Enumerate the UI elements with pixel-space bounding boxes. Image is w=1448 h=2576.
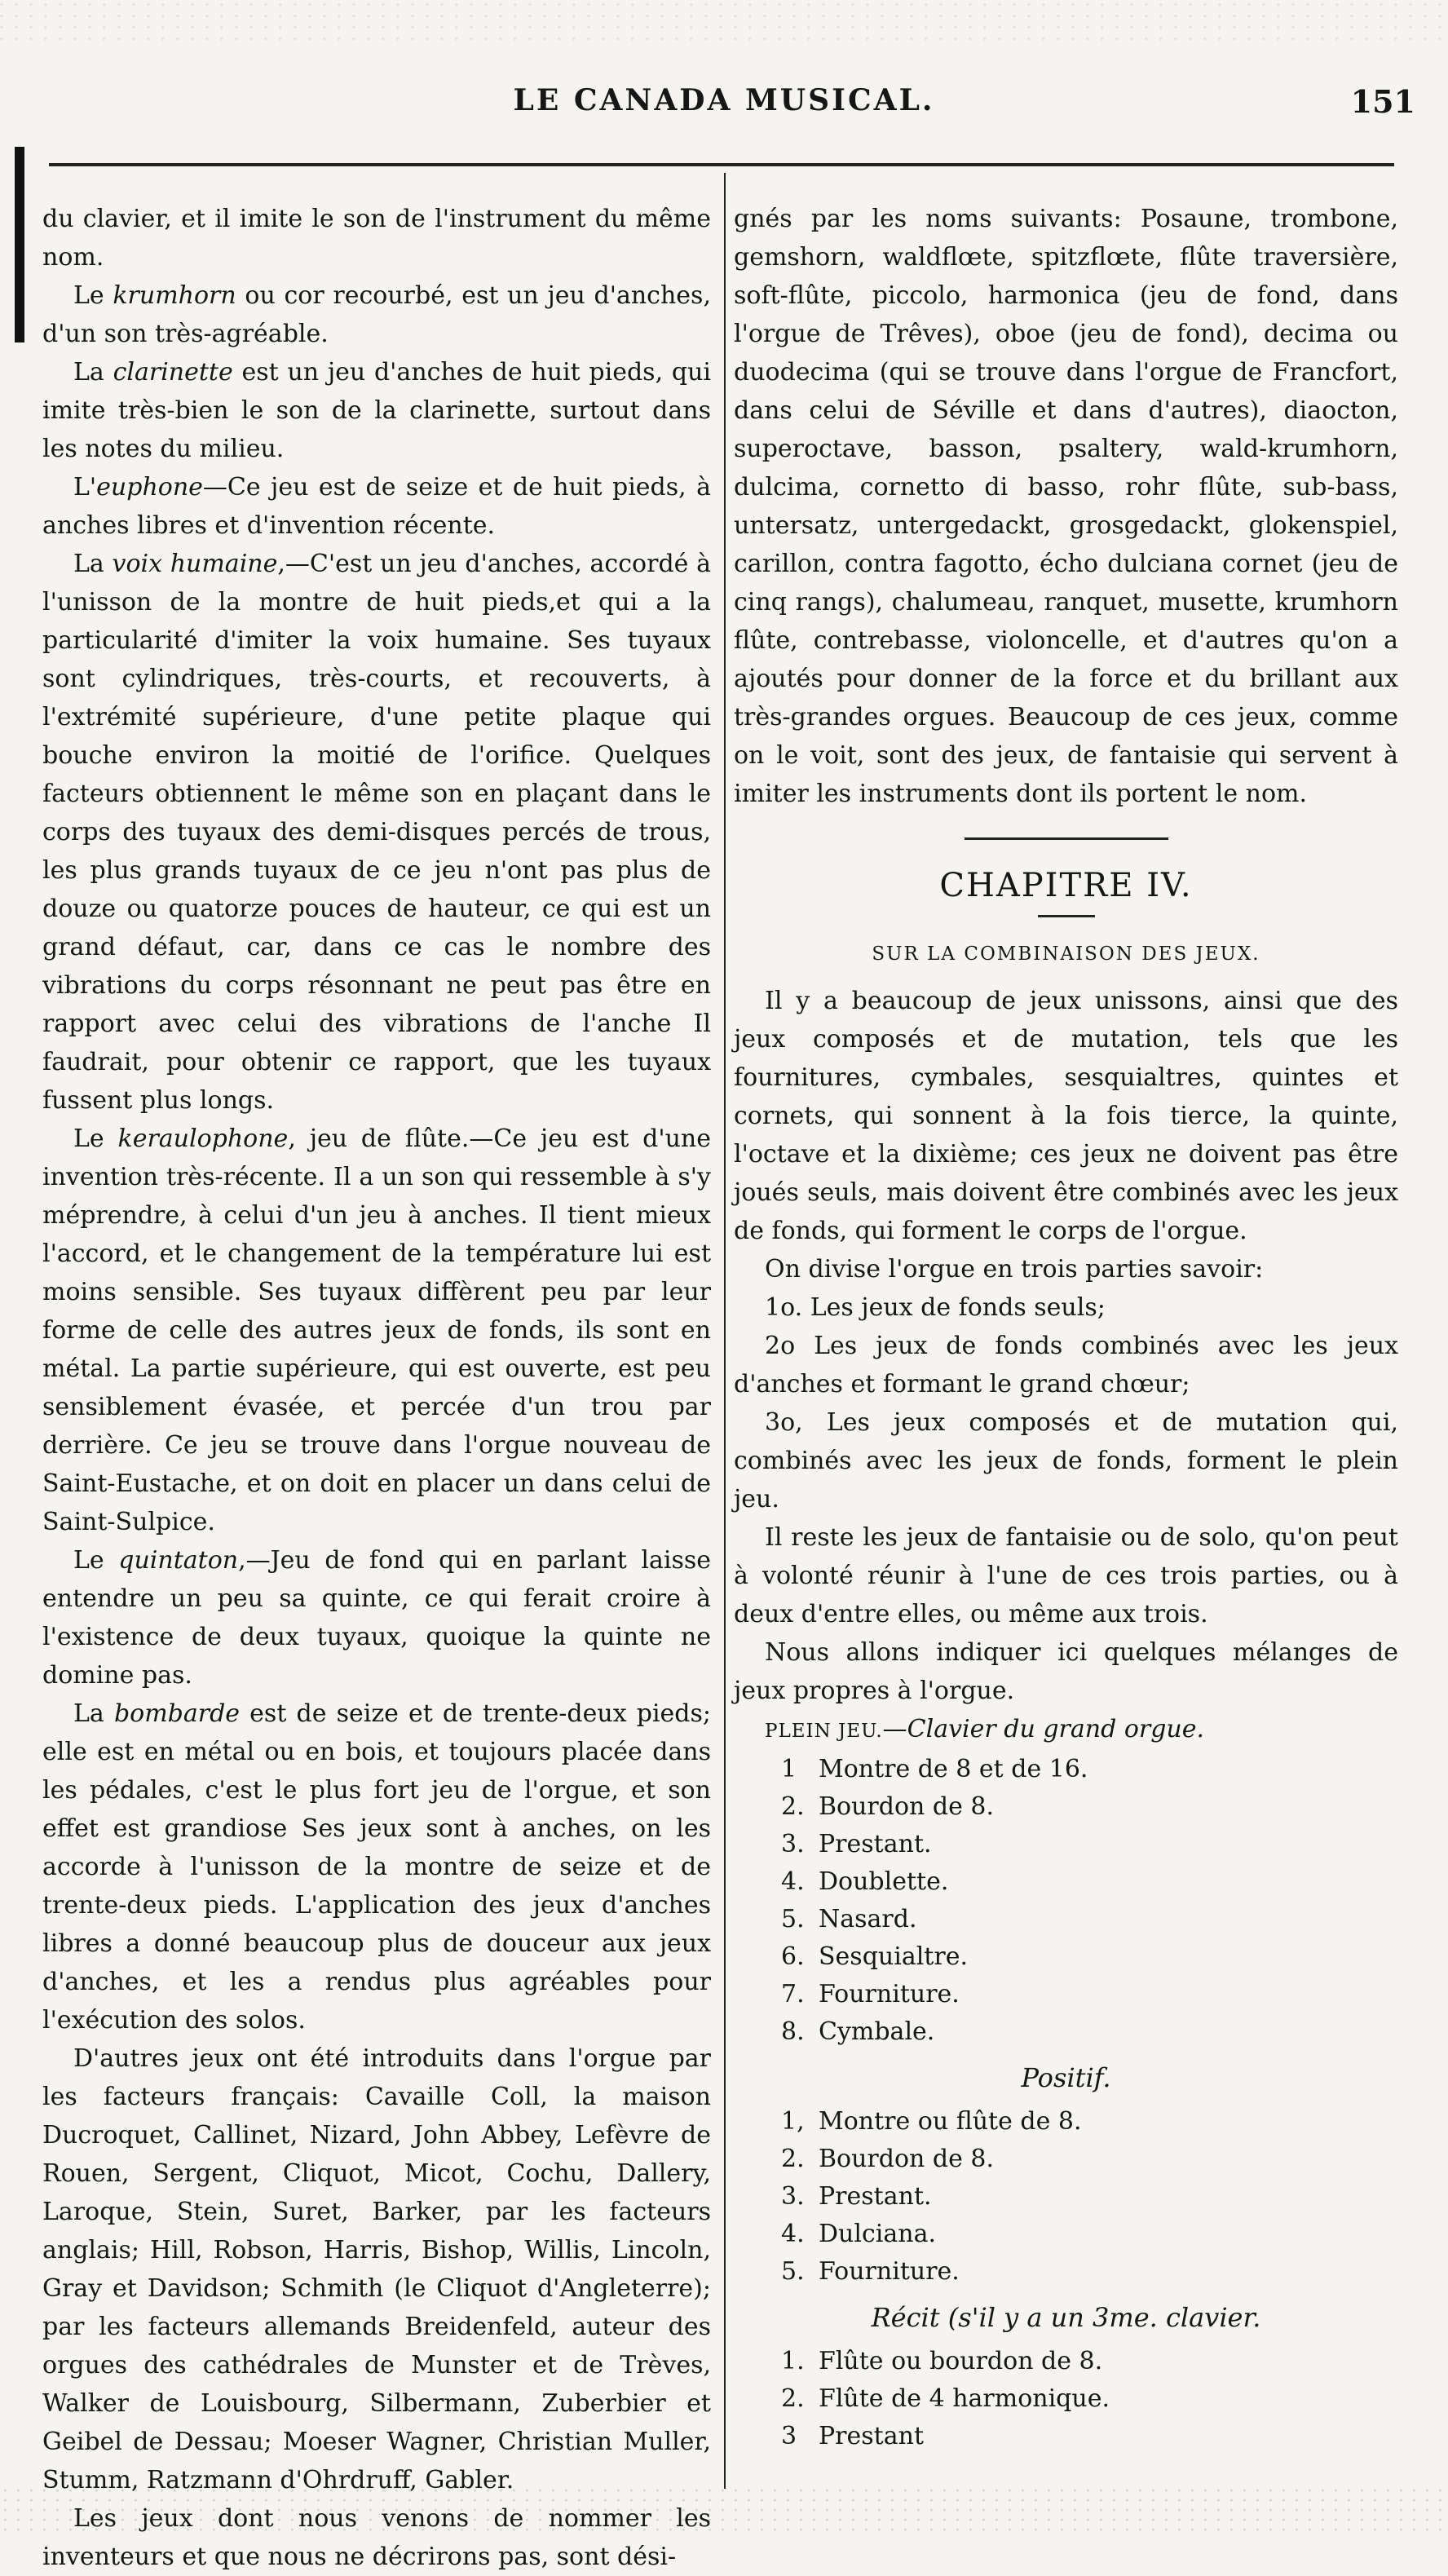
item-text: Doublette. [819, 1867, 949, 1896]
page-header [0, 83, 1448, 140]
organ-stop-item [781, 1938, 1398, 1976]
chapter-body [734, 982, 1398, 1710]
left-paragraph: La clarinette est un jeu d'anches de huit pieds, qui imite très-bien le son de la clarinette, surtout dans les notes du milieu. [42, 358, 711, 463]
left-paragraph: Les jeux dont nous venons de nommer les inventeurs et que nous ne décrirons pas, sont dési- [42, 2504, 711, 2571]
item-number: 1 [781, 1755, 797, 1783]
item-number: 2. [781, 2145, 805, 2173]
chapter-subtitle: SUR LA COMBINAISON DES JEUX. [872, 943, 1260, 965]
item-number: 3 [781, 2422, 797, 2450]
left-paragraph: Le keraulophone, jeu de flûte.—Ce jeu est d'une invention très-récente. Il a un son qui ressemble à s'y méprendre, à celui d'un jeu à anches. Il tient mieux l'accord, et le changement de la température lui est moins sensible. Ses tuyaux diffèrent peu par leur forme de celle des autres jeux de fonds, ils sont en métal. La partie supérieure, qui est ouverte, est peu sensiblement évasée, et percée d'un trou par derrière. Ce jeu se trouve dans l'orgue nouveau de Saint-Eustache, et on doit en placer un dans celui de Saint-Sulpice. [42, 1125, 711, 1536]
left-paragraph: L'euphone—Ce jeu est de seize et de huit pieds, à anches libres et d'invention récente. [42, 473, 711, 540]
plein-jeu-label: PLEIN JEU. [765, 1721, 883, 1742]
item-text: Prestant [819, 2422, 924, 2450]
plein-jeu-subheading: —Clavier du grand orgue. [882, 1715, 1205, 1743]
chapter-paragraph: On divise l'orgue en trois parties savoir: [765, 1255, 1264, 1284]
item-number: 7. [781, 1980, 805, 2008]
positif-heading-text: Positif. [1021, 2062, 1111, 2093]
organ-stop-item [781, 2141, 1398, 2178]
item-text: Bourdon de 8. [819, 1792, 995, 1821]
right-column [734, 200, 1398, 2455]
item-text: Dulciana. [819, 2220, 936, 2248]
organ-stop-item [781, 1788, 1398, 1826]
item-number: 2. [781, 2384, 805, 2413]
item-number: 8. [781, 2017, 805, 2046]
item-text: Nasard. [819, 1905, 917, 1933]
item-number: 3. [781, 1830, 805, 1858]
chapter-rule [965, 837, 1168, 840]
scan-noise-top [0, 0, 1448, 49]
chapter-paragraph: 3o, Les jeux composés et de mutation qui, combinés avec les jeux de fonds, forment le plein jeu. [734, 1408, 1398, 1513]
header-rule [49, 163, 1394, 166]
page-number: 151 [1350, 83, 1415, 120]
item-number: 1, [781, 2107, 805, 2136]
publication-title: LE CANADA MUSICAL. [513, 83, 935, 117]
item-text: Prestant. [819, 1830, 932, 1858]
recit-list [781, 2343, 1398, 2455]
plein-jeu-heading [734, 1710, 1398, 1751]
item-text: Prestant. [819, 2182, 932, 2211]
left-column [42, 200, 711, 2576]
item-number: 5. [781, 2257, 805, 2286]
item-text: Flûte ou bourdon de 8. [819, 2347, 1103, 2375]
chapter-paragraph: Il y a beaucoup de jeux unissons, ainsi que des jeux composés et de mutation, tels que les fournitures, cymbales, sesquialtres, quintes et cornets, qui sonnent à la fois tierce, la quinte, l'octave et la dixième; ces jeux ne doivent pas être joués seuls, mais doivent être combinés avec les jeux de fonds, qui forment le corps de l'orgue. [734, 987, 1398, 1245]
organ-stop-item [781, 2253, 1398, 2291]
left-paragraph: du clavier, et il imite le son de l'instrument du même nom. [42, 205, 711, 272]
organ-stop-item [781, 1826, 1398, 1863]
plein-jeu-list [781, 1751, 1398, 2051]
left-paragraph: La bombarde est de seize et de trente-deux pieds; elle est en métal ou en bois, et toujours placée dans les pédales, c'est le plus fort jeu de l'orgue, et son effet est grandiose Ses jeux sont à anches, on les accorde à l'unisson de la montre de seize et de trente-deux pieds. L'application des jeux d'anches libres a donné beaucoup plus de douceur aux jeux d'anches, et les a rendus plus agréables pour l'exécution des solos. [42, 1699, 711, 2035]
chapter-paragraph: Nous allons indiquer ici quelques mélanges de jeux propres à l'orgue. [734, 1638, 1398, 1705]
item-text: Bourdon de 8. [819, 2145, 995, 2173]
left-paragraph: Le quintaton,—Jeu de fond qui en parlant laisse entendre un peu sa quinte, ce qui ferait croire à l'existence de deux tuyaux, quoique la quinte ne domine pas. [42, 1546, 711, 1690]
organ-stop-item [781, 2380, 1398, 2418]
positif-heading [734, 2059, 1398, 2098]
item-number: 4. [781, 2220, 805, 2248]
chapter-title: CHAPITRE IV. [939, 867, 1193, 904]
organ-stop-item [781, 1976, 1398, 2013]
chapter-paragraph: 1o. Les jeux de fonds seuls; [765, 1293, 1106, 1322]
item-number: 3. [781, 2182, 805, 2211]
item-text: Sesquialtre. [819, 1942, 968, 1971]
item-text: Fourniture. [819, 1980, 960, 2008]
column-divider [724, 173, 726, 2489]
organ-stop-item [781, 2418, 1398, 2455]
margin-bar [15, 147, 24, 342]
organ-stop-item [781, 2216, 1398, 2253]
item-number: 6. [781, 1942, 805, 1971]
left-paragraph: D'autres jeux ont été introduits dans l'orgue par les facteurs français: Cavaille Coll, la maison Ducroquet, Callinet, Nizard, John Abbey, Lefèvre de Rouen, Sergent, Cliquot, Micot, Cochu, Dallery, Laroque, Stein, Suret, Barker, par les facteurs anglais; Hill, Robson, Harris, Bishop, Willis, Lincoln, Gray et Davidson; Schmith (le Cliquot d'Angleterre); par les facteurs allemands Breidenfeld, auteur des orgues des cathédrales de Munster et de Trèves, Walker de Louisbourg, Silbermann, Zuberbier et Geibel de Dessau; Moeser Wagner, Christian Muller, Stumm, Ratzmann d'Ohrdruff, Gabler. [42, 2044, 711, 2494]
right-column-intro: gnés par les noms suivants: Posaune, trombone, gemshorn, waldflœte, spitzflœte, flûte traversière, soft-flûte, piccolo, harmonica (jeu de fond, dans l'orgue de Trêves), oboe (jeu de fond), decima ou duodecima (qui se trouve dans l'orgue de Francfort, dans celui de Séville et dans d'autres), diaocton, superoctave, basson, psaltery, wald-krumhorn, dulcima, cornetto di basso, rohr flûte, sub-bass, untersatz, untergedackt, grosgedackt, glokenspiel, carillon, contra fagotto, écho dulciana cornet (jeu de cinq rangs), chalumeau, ranquet, musette, krumhorn flûte, contrebasse, violoncelle, et d'autres qu'on a ajoutés pour donner de la force et du brillant aux très-grandes orgues. Beaucoup de ces jeux, comme on le voit, sont des jeux, de fantaisie qui servent à imiter les instruments dont ils portent le nom. [734, 205, 1398, 808]
item-text: Montre ou flûte de 8. [819, 2107, 1082, 2136]
item-number: 2. [781, 1792, 805, 1821]
organ-stop-item [781, 2013, 1398, 2051]
organ-stop-item [781, 1901, 1398, 1938]
positif-list [781, 2103, 1398, 2291]
left-paragraph: La voix humaine,—C'est un jeu d'anches, accordé à l'unisson de la montre de huit pieds,et qui a la particularité d'imiter la voix humaine. Ses tuyaux sont cylindriques, très-courts, et recouverts, à l'extrémité supérieure, d'une petite plaque qui bouche environ la moitié de l'orifice. Quelques facteurs obtiennent le même son en plaçant dans le corps des tuyaux des demi-disques percés de trous, les plus grands tuyaux de ce jeu n'ont pas plus de douze ou quatorze pouces de hauteur, ce qui est un grand défaut, car, dans ce cas le nombre des vibrations du corps résonnant ne peut pas être en rapport avec celui des vibrations de l'anche Il faudrait, pour obtenir ce rapport, que les tuyaux fussent plus longs. [42, 550, 711, 1115]
item-number: 5. [781, 1905, 805, 1933]
organ-stop-item [781, 2343, 1398, 2380]
organ-stop-item [781, 1751, 1398, 1788]
item-number: 1. [781, 2347, 805, 2375]
organ-stop-item [781, 2178, 1398, 2216]
organ-stop-item [781, 2103, 1398, 2141]
chapter-paragraph: 2o Les jeux de fonds combinés avec les jeux d'anches et formant le grand chœur; [734, 1332, 1398, 1398]
chapter-paragraph: Il reste les jeux de fantaisie ou de solo, qu'on peut à volonté réunir à l'une de ces trois parties, ou à deux d'entre elles, ou même aux trois. [734, 1523, 1398, 1628]
left-paragraph: Le krumhorn ou cor recourbé, est un jeu d'anches, d'un son très-agréable. [42, 281, 711, 348]
item-number: 4. [781, 1867, 805, 1896]
item-text: Montre de 8 et de 16. [819, 1755, 1088, 1783]
chapter-short-rule [1038, 915, 1095, 917]
recit-heading [734, 2299, 1398, 2338]
organ-stop-item [781, 1863, 1398, 1901]
item-text: Fourniture. [819, 2257, 960, 2286]
item-text: Flûte de 4 harmonique. [819, 2384, 1110, 2413]
item-text: Cymbale. [819, 2017, 935, 2046]
recit-heading-text: Récit (s'il y a un 3me. clavier. [871, 2302, 1261, 2333]
